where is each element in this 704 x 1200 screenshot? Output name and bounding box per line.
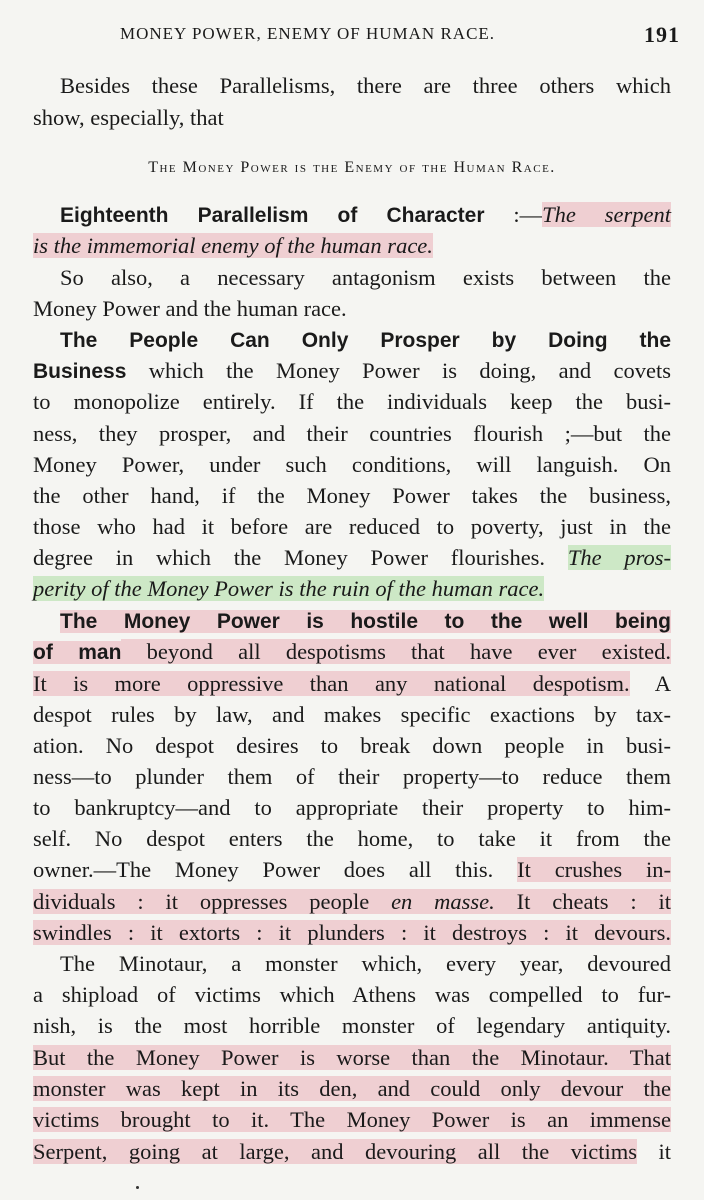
running-header bbox=[120, 22, 680, 48]
text-line bbox=[33, 449, 671, 481]
text-span: The Minotaur, a monster which, every year, devoured bbox=[60, 951, 671, 976]
text-line bbox=[60, 605, 671, 637]
text-span: ness—to plunder them of their property—to reduce them bbox=[33, 764, 671, 789]
text-line bbox=[33, 730, 671, 762]
highlight-red: of man bbox=[33, 641, 122, 664]
text-line bbox=[33, 480, 671, 512]
text-line bbox=[33, 386, 671, 418]
text-span: despot rules by law, and makes specific exactions by tax- bbox=[33, 702, 671, 727]
highlight-green: The pros- bbox=[567, 545, 672, 570]
text-line bbox=[33, 511, 671, 543]
text-line bbox=[33, 1136, 671, 1168]
text-span: ness, they prosper, and their countries flourish ;—but the bbox=[33, 421, 671, 446]
text-line bbox=[33, 668, 671, 700]
text-span: A bbox=[629, 671, 671, 696]
section-heading bbox=[33, 152, 671, 184]
highlight-red: dividuals : it oppresses people bbox=[33, 889, 392, 914]
text-span: degree in which the Money Power flourishes. bbox=[33, 545, 568, 570]
text-line bbox=[33, 573, 671, 605]
text-span: owner.—The Money Power does all this. bbox=[33, 857, 518, 882]
text-span: Money Power, under such conditions, will languish. On bbox=[33, 452, 671, 477]
text-span: it bbox=[636, 1139, 671, 1164]
text-line bbox=[60, 70, 671, 102]
text-line bbox=[33, 886, 671, 918]
text-line bbox=[33, 355, 671, 387]
text-line bbox=[33, 761, 671, 793]
text-line bbox=[33, 293, 671, 325]
text-span: a shipload of victims which Athens was compelled to fur- bbox=[33, 982, 671, 1007]
text-line bbox=[60, 262, 671, 294]
text-span: Eighteenth Parallelism of Character bbox=[60, 204, 485, 227]
text-line bbox=[33, 636, 671, 668]
text-line bbox=[33, 699, 671, 731]
text-line bbox=[33, 102, 671, 134]
text-span: to monopolize entirely. If the individuals keep the busi- bbox=[33, 389, 671, 414]
highlight-green: perity of the Money Power is the ruin of the human race. bbox=[33, 576, 545, 601]
text-line bbox=[60, 199, 671, 231]
print-speck bbox=[136, 1186, 139, 1189]
text-line bbox=[33, 979, 671, 1011]
highlight-red: en masse. bbox=[391, 889, 495, 914]
highlight-red: It is more oppressive than any national despotism. bbox=[33, 671, 630, 696]
highlight-red: is the immemorial enemy of the human race. bbox=[33, 233, 433, 258]
text-span: which the Money Power is doing, and covets bbox=[126, 358, 671, 383]
text-span: Money Power and the human race. bbox=[33, 296, 347, 321]
highlight-red: monster was kept in its den, and could only devour the bbox=[33, 1076, 671, 1101]
text-span: Business bbox=[33, 360, 127, 383]
text-line bbox=[60, 324, 671, 356]
text-span: the other hand, if the Money Power takes the business, bbox=[33, 483, 671, 508]
text-line bbox=[33, 230, 671, 262]
text-line bbox=[33, 1104, 671, 1136]
highlight-red: The Money Power is hostile to the well being bbox=[60, 610, 671, 633]
text-span: The People Can Only Prosper by Doing the bbox=[60, 329, 671, 352]
text-line bbox=[33, 418, 671, 450]
text-line bbox=[60, 948, 671, 980]
text-span: those who had it before are reduced to poverty, just in the bbox=[33, 514, 671, 539]
page-number: 191 bbox=[644, 22, 680, 47]
text-span: self. No despot enters the home, to take it from the bbox=[33, 826, 671, 851]
text-span: The Money Power is the Enemy of the Human Race. bbox=[148, 159, 556, 176]
text-line bbox=[33, 823, 671, 855]
highlight-red: Serpent, going at large, and devouring all the victims bbox=[33, 1139, 637, 1164]
highlight-red: That bbox=[608, 1045, 672, 1070]
text-line bbox=[33, 792, 671, 824]
text-span: Besides these Parallelisms, there are three others which bbox=[60, 73, 671, 98]
running-title: MONEY POWER, ENEMY OF HUMAN RACE. bbox=[120, 24, 496, 43]
text-line bbox=[33, 1010, 671, 1042]
highlight-red: But the Money Power is worse than the Minotaur. bbox=[33, 1045, 609, 1070]
text-span: So also, a necessary antagonism exists between the bbox=[60, 265, 671, 290]
highlight-red: It crushes in- bbox=[517, 857, 671, 882]
highlight-red: It cheats : it bbox=[494, 889, 671, 914]
text-span: :— bbox=[484, 202, 543, 227]
highlight-red: swindles : it extorts : it plunders : it destroys : it devours. bbox=[33, 920, 671, 945]
text-span: to bankruptcy—and to appropriate their property to him- bbox=[33, 795, 671, 820]
highlight-red: The serpent bbox=[542, 202, 671, 227]
highlight-red: beyond all despotisms that have ever existed. bbox=[121, 639, 671, 664]
text-line bbox=[33, 854, 671, 886]
text-line bbox=[33, 917, 671, 949]
text-line bbox=[33, 542, 671, 574]
text-span: ation. No despot desires to break down people in busi- bbox=[33, 733, 671, 758]
text-line bbox=[33, 1042, 671, 1074]
text-span: nish, is the most horrible monster of legendary antiquity. bbox=[33, 1013, 671, 1038]
text-line bbox=[33, 1073, 671, 1105]
highlight-red: victims brought to it. The Money Power is an immense bbox=[33, 1107, 671, 1132]
text-span: show, especially, that bbox=[33, 105, 224, 130]
